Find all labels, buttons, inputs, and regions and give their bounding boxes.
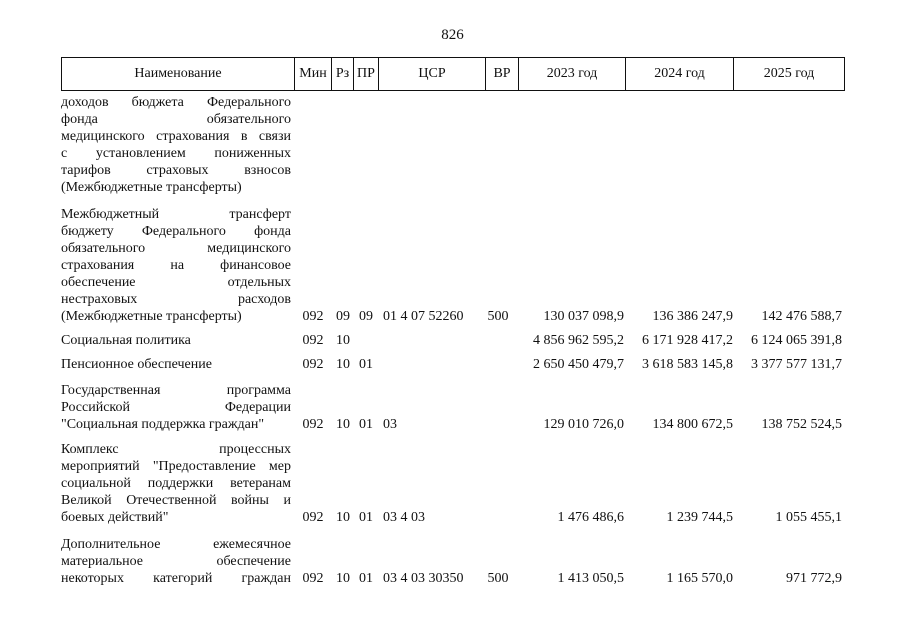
cell-2024: 3 618 583 145,8	[642, 357, 733, 372]
cell-2023: 4 856 962 595,2	[533, 333, 624, 348]
row-name-line: медицинского страхования в связи	[61, 129, 291, 144]
row-name-line: с установлением пониженных	[61, 146, 291, 161]
header-2023: 2023 год	[519, 58, 626, 90]
cell-2023: 1 413 050,5	[557, 571, 624, 586]
cell-2024: 136 386 247,9	[652, 309, 733, 324]
table-header	[61, 57, 845, 91]
header-csr: ЦСР	[379, 58, 486, 90]
row-name-line: материальное обеспечение	[61, 554, 291, 569]
cell-2025: 6 124 065 391,8	[751, 333, 842, 348]
page-number: 826	[441, 27, 464, 43]
row-name-line: Социальная политика	[61, 333, 191, 348]
cell-min: 092	[302, 571, 324, 586]
row-name-line: Комплекс процессных	[61, 442, 291, 457]
row-name-line: доходов бюджета Федерального	[61, 95, 291, 110]
row-name-line: Пенсионное обеспечение	[61, 357, 212, 372]
cell-2023: 2 650 450 479,7	[533, 357, 624, 372]
row-name	[61, 332, 291, 349]
cell-pr: 01	[359, 510, 373, 525]
cell-pr: 09	[359, 309, 373, 324]
cell-2025: 142 476 588,7	[761, 309, 842, 324]
cell-2024: 6 171 928 417,2	[642, 333, 733, 348]
row-name-line: обязательного медицинского	[61, 241, 291, 256]
cell-2025: 138 752 524,5	[761, 417, 842, 432]
row-name-line: некоторых категорий граждан	[61, 571, 291, 586]
cell-csr: 03 4 03 30350	[383, 571, 464, 586]
cell-pr: 01	[359, 417, 373, 432]
cell-2024: 134 800 672,5	[652, 417, 733, 432]
row-name-line: (Межбюджетные трансферты)	[61, 309, 242, 324]
cell-rz: 10	[336, 333, 350, 348]
cell-2023: 1 476 486,6	[557, 510, 624, 525]
row-name-line: (Межбюджетные трансферты)	[61, 180, 242, 195]
header-2025: 2025 год	[763, 66, 815, 81]
row-name-line: социальной поддержки ветеранам	[61, 476, 291, 491]
row-name	[61, 382, 291, 433]
cell-pr: 01	[359, 571, 373, 586]
cell-vr: 500	[487, 571, 509, 586]
cell-min: 092	[302, 333, 324, 348]
cell-csr: 03 4 03	[383, 510, 425, 525]
row-name-line: страхования на финансовое	[61, 258, 291, 273]
row-name-line: тарифов страховых взносов	[61, 163, 291, 178]
row-name-line: нестраховых расходов	[61, 292, 291, 307]
row-name-line: Великой Отечественной войны и	[61, 493, 291, 508]
cell-min: 092	[302, 417, 324, 432]
row-name	[61, 94, 291, 196]
header-2024: 2024 год	[626, 58, 734, 90]
row-name-line: обеспечение отдельных	[61, 275, 291, 290]
cell-rz: 10	[336, 357, 350, 372]
row-name-line: Российской Федерации	[61, 400, 291, 415]
row-name-line: фонда обязательного	[61, 112, 291, 127]
cell-2024: 1 239 744,5	[666, 510, 733, 525]
row-name-line: Государственная программа	[61, 383, 291, 398]
cell-min: 092	[302, 357, 324, 372]
cell-vr: 500	[487, 309, 509, 324]
cell-2025: 3 377 577 131,7	[751, 357, 842, 372]
header-name: Наименование	[62, 58, 295, 90]
cell-csr: 03	[383, 417, 397, 432]
cell-min: 092	[302, 510, 324, 525]
cell-2023: 130 037 098,9	[543, 309, 624, 324]
row-name-line: боевых действий"	[61, 510, 169, 525]
row-name	[61, 441, 291, 526]
row-name-line: Дополнительное ежемесячное	[61, 537, 291, 552]
cell-csr: 01 4 07 52260	[383, 309, 464, 324]
cell-rz: 10	[336, 510, 350, 525]
cell-2023: 129 010 726,0	[543, 417, 624, 432]
header-pr: ПР	[354, 58, 379, 90]
cell-rz: 10	[336, 417, 350, 432]
row-name-line: бюджету Федерального фонда	[61, 224, 291, 239]
row-name	[61, 206, 291, 325]
row-name-line: "Социальная поддержка граждан"	[61, 417, 265, 432]
cell-2025: 971 772,9	[786, 571, 842, 586]
cell-2024: 1 165 570,0	[666, 571, 733, 586]
row-name-line: Межбюджетный трансферт	[61, 207, 291, 222]
cell-2025: 1 055 455,1	[775, 510, 842, 525]
row-name	[61, 356, 291, 373]
cell-pr: 01	[359, 357, 373, 372]
header-rz: Рз	[332, 58, 354, 90]
cell-rz: 09	[336, 309, 350, 324]
cell-min: 092	[302, 309, 324, 324]
header-vr: ВР	[486, 58, 519, 90]
row-name	[61, 536, 291, 587]
row-name-line: мероприятий "Предоставление мер	[61, 459, 291, 474]
cell-rz: 10	[336, 571, 350, 586]
header-min: Мин	[295, 58, 332, 90]
